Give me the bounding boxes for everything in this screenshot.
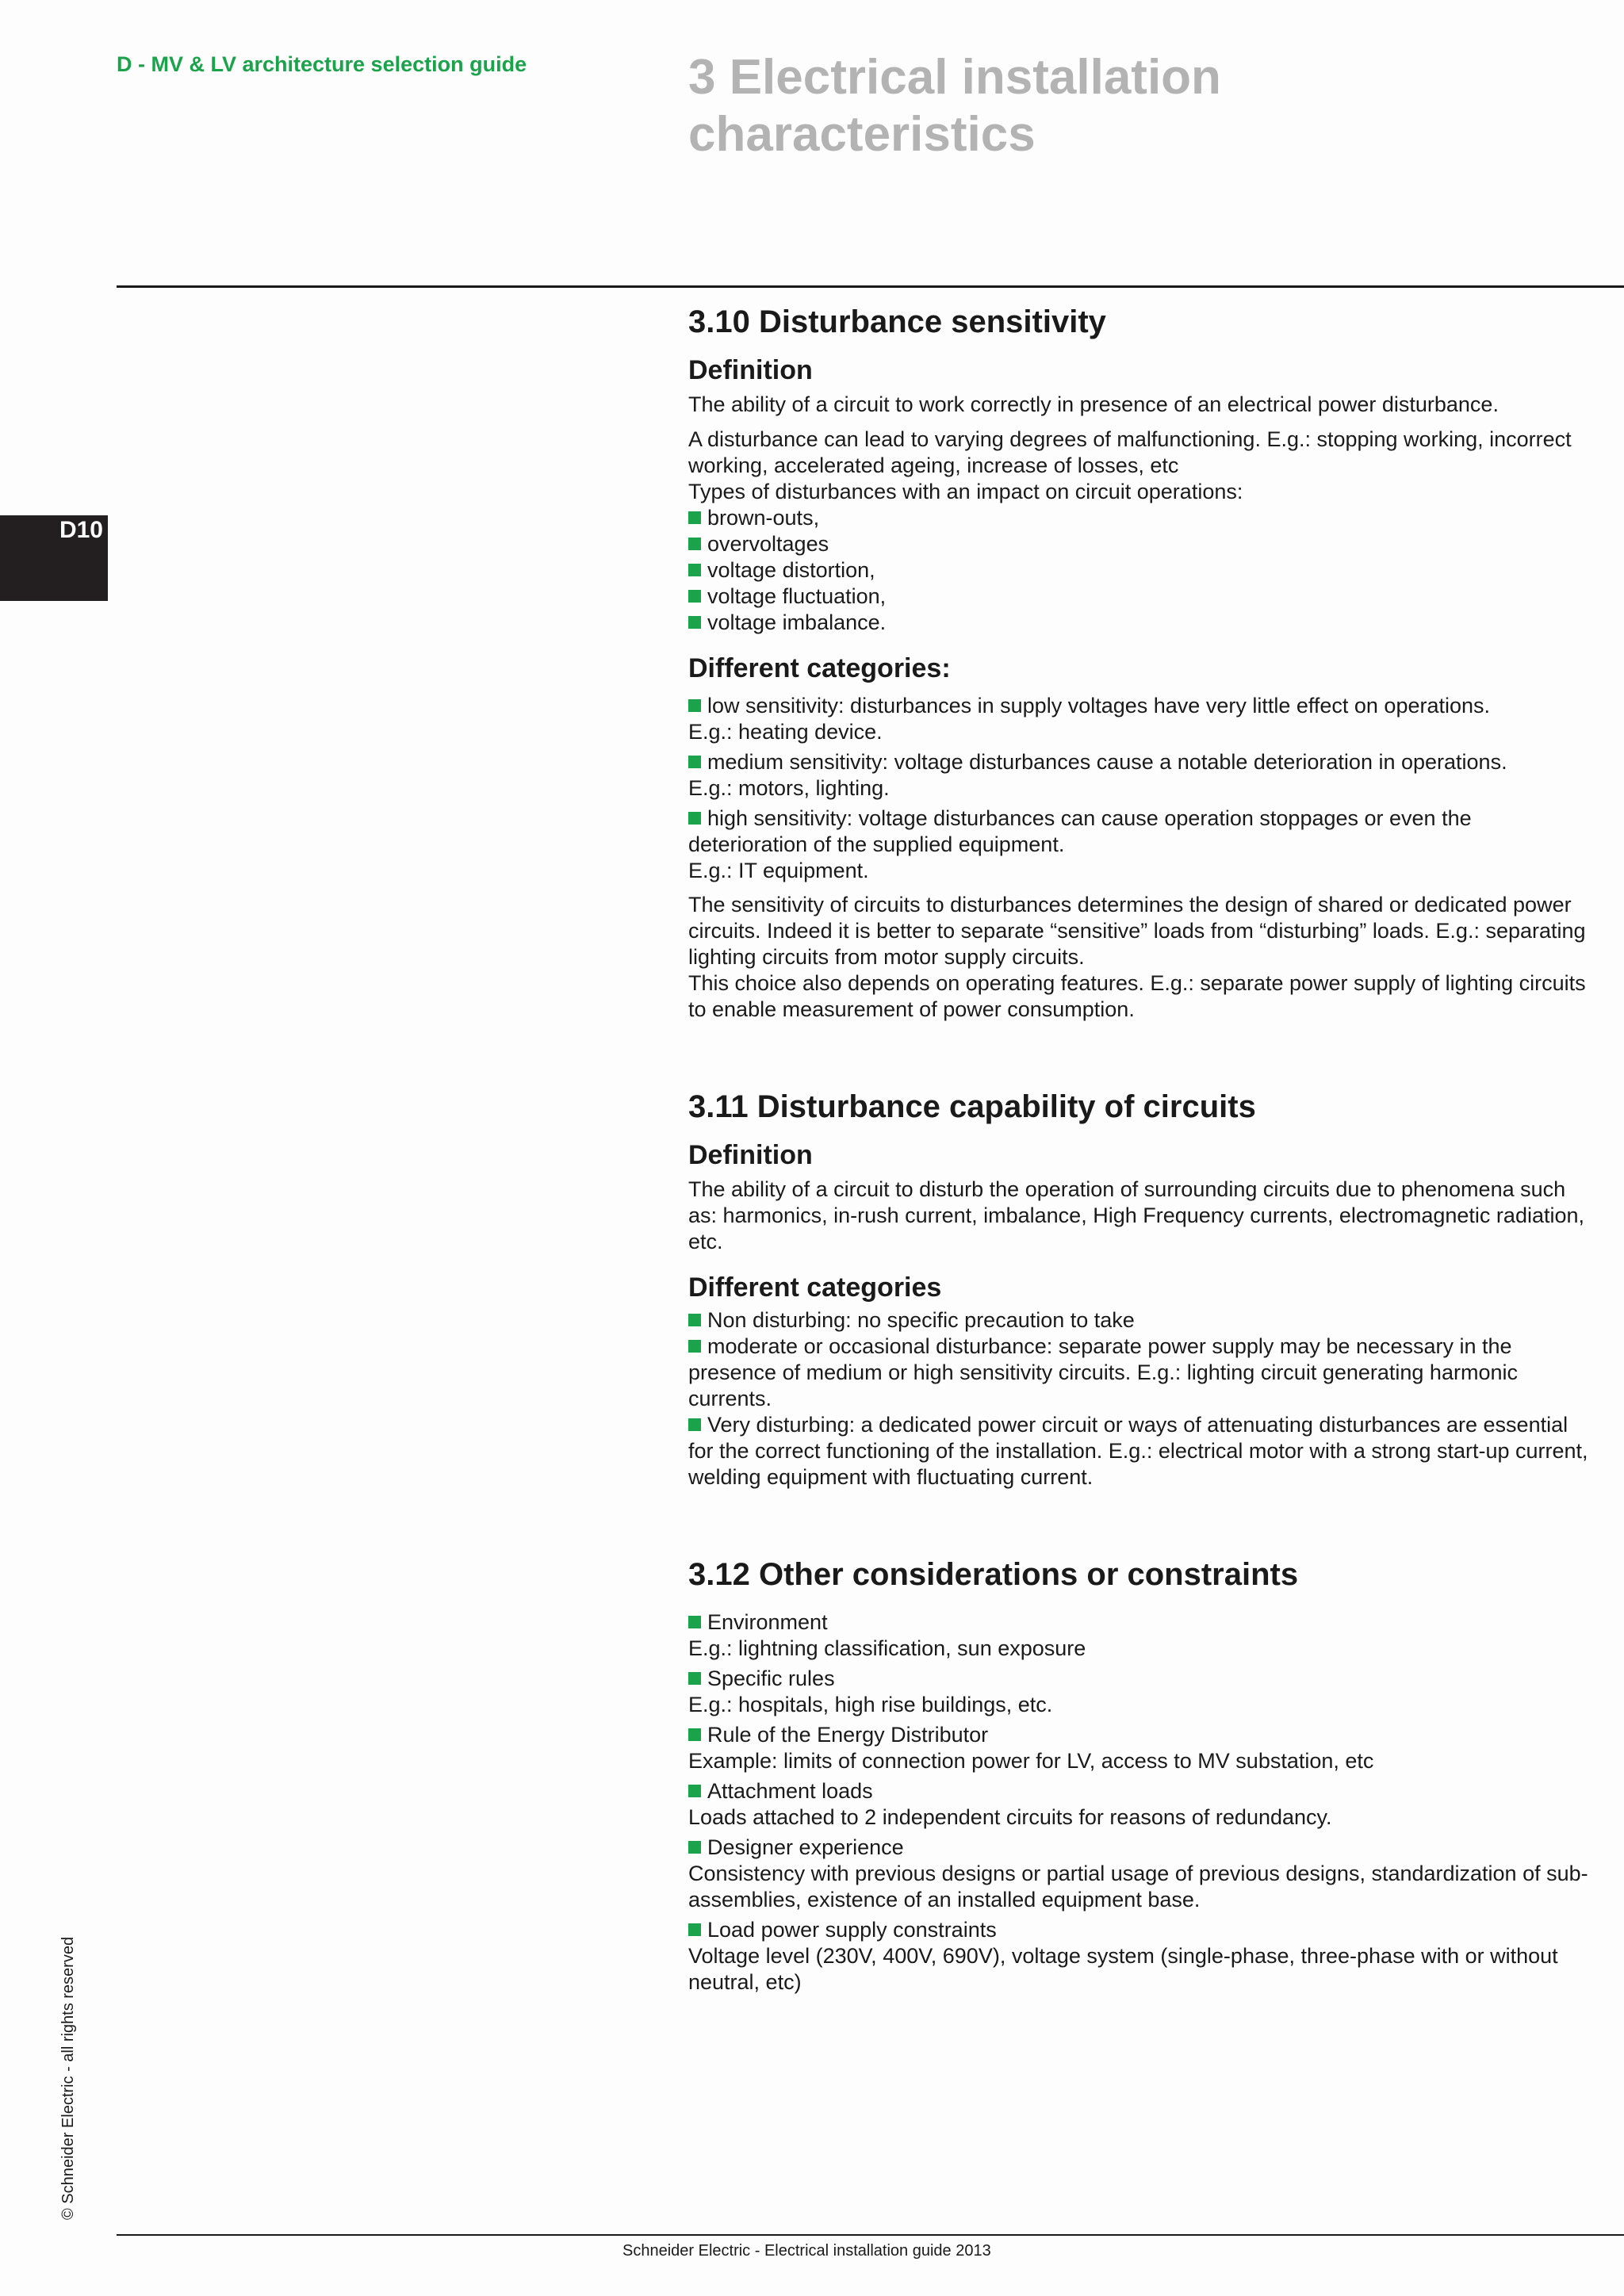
- list-item-desc: Loads attached to 2 independent circuits for reasons of redundancy.: [688, 1805, 1332, 1829]
- bullet-square-icon: [688, 1418, 701, 1431]
- bullet-square-icon: [688, 1785, 701, 1797]
- definition-heading: Definition: [688, 355, 813, 385]
- bullet-square-icon: [688, 1923, 701, 1936]
- list-item-text: voltage distortion,: [707, 558, 875, 582]
- list-item-text: voltage fluctuation,: [707, 584, 887, 608]
- bullet-square-icon: [688, 812, 701, 825]
- copyright-notice: © Schneider Electric - all rights reserved: [59, 1936, 77, 2220]
- list-item: [688, 557, 1592, 584]
- paragraph: This choice also depends on operating features. E.g.: separate power supply of lighting circuits to enable measurement of power consumption.: [688, 971, 1586, 1021]
- list-item-desc: Example: limits of connection power for LV, access to MV substation, etc: [688, 1749, 1374, 1773]
- bullet-square-icon: [688, 1728, 701, 1741]
- list-item-desc: E.g.: hospitals, high rise buildings, etc.: [688, 1693, 1053, 1716]
- definition-text: The ability of a circuit to disturb the operation of surrounding circuits due to phenomena such as: harmonics, in-rush current, imbalance, High Frequency currents, electromagnetic radiation, etc.: [688, 1177, 1585, 1253]
- category-example: E.g.: IT equipment.: [688, 859, 869, 882]
- chapter-title-line2: characteristics: [688, 107, 1036, 162]
- bullet-square-icon: [688, 1841, 701, 1854]
- bullet-square-icon: [688, 564, 701, 576]
- list-item-text: overvoltages: [707, 532, 829, 556]
- page-footer: Schneider Electric - Electrical installation guide 2013: [622, 2242, 991, 2260]
- list-item: [688, 1722, 1592, 1774]
- list-item-desc: Consistency with previous designs or partial usage of previous designs, standardization of sub-assemblies, existence of an installed equipment base.: [688, 1862, 1588, 1911]
- category-item: moderate or occasional disturbance: separate power supply may be necessary in the presence of medium or high sensitivity circuits. E.g.: lighting circuit generating harmonic currents.: [688, 1334, 1518, 1410]
- definition-text: The ability of a circuit to work correctly in presence of an electrical power disturbance.: [688, 392, 1499, 416]
- list-item: [688, 1917, 1592, 1996]
- bullet-square-icon: [688, 616, 701, 629]
- list-item: [688, 584, 1592, 610]
- disturbance-types-list: [688, 505, 1592, 636]
- bullet-square-icon: [688, 511, 701, 524]
- section-3-10-title: 3.10 Disturbance sensitivity: [688, 304, 1106, 339]
- list-item-label: Rule of the Energy Distributor: [707, 1723, 989, 1747]
- paragraph: Types of disturbances with an impact on circuit operations:: [688, 480, 1243, 503]
- paragraph: The sensitivity of circuits to disturbances determines the design of shared or dedicated power circuits. Indeed it is better to separate “sensitive” loads from “disturbing” loads. E.g.: separating lighting circuits from motor supply circuits.: [688, 893, 1586, 969]
- category-item: low sensitivity: disturbances in supply voltages have very little effect on operations.: [688, 693, 1592, 719]
- section-3-12-title: 3.12 Other considerations or constraints: [688, 1557, 1299, 1592]
- list-item: [688, 1835, 1592, 1913]
- list-item: [688, 1609, 1592, 1662]
- bullet-square-icon: [688, 1672, 701, 1685]
- category-item: medium sensitivity: voltage disturbances cause a notable deterioration in operations.: [688, 749, 1592, 775]
- bullet-square-icon: [688, 590, 701, 603]
- list-item-label: Attachment loads: [707, 1779, 873, 1803]
- chapter-title-line1: 3 Electrical installation: [688, 50, 1221, 105]
- list-item: [688, 610, 1592, 636]
- category-item: high sensitivity: voltage disturbances can cause operation stoppages or even the deterioration of the supplied equipment.: [688, 806, 1472, 856]
- category-example: E.g.: heating device.: [688, 720, 883, 744]
- categories-heading: Different categories:: [688, 653, 951, 683]
- list-item-text: brown-outs,: [707, 506, 820, 530]
- list-item-text: voltage imbalance.: [707, 610, 887, 634]
- bullet-square-icon: [688, 1314, 701, 1326]
- list-item-desc: Voltage level (230V, 400V, 690V), voltage system (single-phase, three-phase with or without neutral, etc): [688, 1944, 1558, 1994]
- list-item: [688, 1666, 1592, 1718]
- definition-heading: Definition: [688, 1140, 813, 1170]
- page-tab: [0, 515, 108, 601]
- list-item-label: Designer experience: [707, 1835, 904, 1859]
- bullet-square-icon: [688, 756, 701, 768]
- category-example: E.g.: motors, lighting.: [688, 776, 890, 800]
- bullet-square-icon: [688, 1340, 701, 1353]
- list-item: [688, 505, 1592, 531]
- list-item: [688, 1778, 1592, 1831]
- main-content: [688, 301, 1592, 1996]
- chapter-title: [688, 49, 1481, 163]
- category-item: Very disturbing: a dedicated power circuit or ways of attenuating disturbances are essential for the correct functioning of the installation. E.g.: electrical motor with a strong start-up current, welding equipment with fluctuating current.: [688, 1413, 1588, 1489]
- list-item: [688, 531, 1592, 557]
- top-rule: [117, 285, 1624, 288]
- category-item: Non disturbing: no specific precaution to take: [688, 1307, 1592, 1334]
- bullet-square-icon: [688, 699, 701, 712]
- list-item-label: Environment: [707, 1610, 828, 1634]
- paragraph: A disturbance can lead to varying degrees of malfunctioning. E.g.: stopping working, incorrect working, accelerated ageing, increase of losses, etc: [688, 427, 1572, 477]
- bottom-rule: [117, 2234, 1624, 2236]
- guide-title: D - MV & LV architecture selection guide: [117, 52, 527, 76]
- section-3-11-title: 3.11 Disturbance capability of circuits: [688, 1089, 1256, 1124]
- list-item-desc: E.g.: lightning classification, sun exposure: [688, 1636, 1086, 1660]
- categories-heading: Different categories: [688, 1272, 942, 1303]
- list-item-label: Load power supply constraints: [707, 1918, 997, 1942]
- considerations-list: [688, 1609, 1592, 1996]
- bullet-square-icon: [688, 538, 701, 550]
- page-number: D10: [59, 517, 103, 543]
- list-item-label: Specific rules: [707, 1667, 835, 1690]
- bullet-square-icon: [688, 1616, 701, 1628]
